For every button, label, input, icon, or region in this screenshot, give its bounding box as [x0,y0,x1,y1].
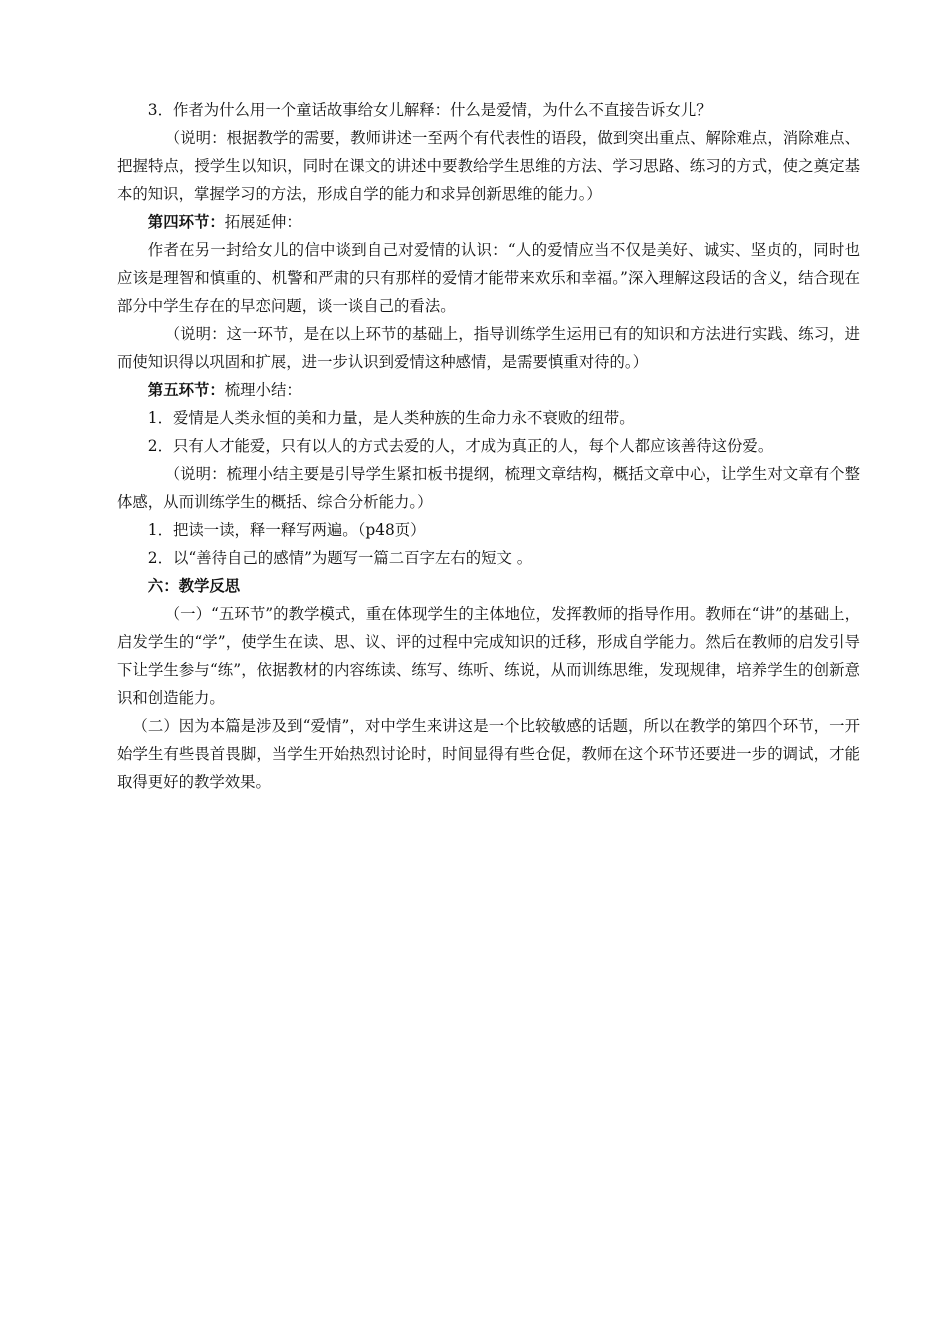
homework-1: 1．把读一读，释一释写两遍。（p48页） [147,521,426,539]
section-5-heading [117,376,860,404]
note-1: （说明：根据教学的需要，教师讲述一至两个有代表性的语段，做到突出重点、解除难点，消除难点、把握特点，授学生以知识，同时在课文的讲述中要教给学生思维的方法、学习思路、练习的方式，使之奠定基本的知识，掌握学习的方法，形成自学的能力和求异创新思维的能力。） [117,129,860,203]
section-5-item-2: 2．只有人才能爱，只有以人的方式去爱的人，才成为真正的人，每个人都应该善待这份爱。 [147,437,774,455]
note-2: （说明：这一环节，是在以上环节的基础上，指导训练学生运用已有的知识和方法进行实践、练习，进而使知识得以巩固和扩展，进一步认识到爱情这种感情，是需要慎重对待的。） [117,325,860,371]
section-4-body: 作者在另一封给女儿的信中谈到自己对爱情的认识：“人的爱情应当不仅是美好、诚实、坚贞的，同时也应该是理智和慎重的、机警和严肃的只有那样的爱情才能带来欢乐和幸福。”深入理解这段话的含义，结合现在部分中学生存在的早恋问题，谈一谈自己的看法。 [117,241,860,315]
section-5-item-1: 1．爱情是人类永恒的美和力量，是人类种族的生命力永不衰败的纽带。 [147,409,635,427]
document-page [117,96,860,796]
section-5-label: 第五环节： [147,381,225,399]
section-4-heading [117,208,860,236]
reflection-2: （二）因为本篇是涉及到“爱情”，对中学生来讲这是一个比较敏感的话题，所以在教学的第四个环节，一开始学生有些畏首畏脚，当学生开始热烈讨论时，时间显得有些仓促，教师在这个环节还要进一步的调试，才能取得更好的教学效果。 [117,717,860,791]
section-4-title: 拓展延伸： [224,213,302,231]
section-4-label: 第四环节： [147,213,225,231]
reflection-1: （一）“五环节”的教学模式，重在体现学生的主体地位，发挥教师的指导作用。教师在“讲”的基础上，启发学生的“学”，使学生在读、思、议、评的过程中完成知识的迁移，形成自学能力。然后在教师的启发引导下让学生参与“练”，依据教材的内容练读、练写、练听、练说，从而训练思维，发现规律，培养学生的创新意识和创造能力。 [117,605,860,707]
homework-2: 2．以“善待自己的感情”为题写一篇二百字左右的短文 。 [147,549,533,567]
question-3: 3．作者为什么用一个童话故事给女儿解释：什么是爱情，为什么不直接告诉女儿？ [147,101,712,119]
section-6-heading: 六：教学反思 [147,577,241,595]
section-5-title: 梳理小结： [224,381,302,399]
note-3: （说明：梳理小结主要是引导学生紧扣板书提纲，梳理文章结构，概括文章中心，让学生对文章有个整体感，从而训练学生的概括、综合分析能力。） [117,465,860,511]
